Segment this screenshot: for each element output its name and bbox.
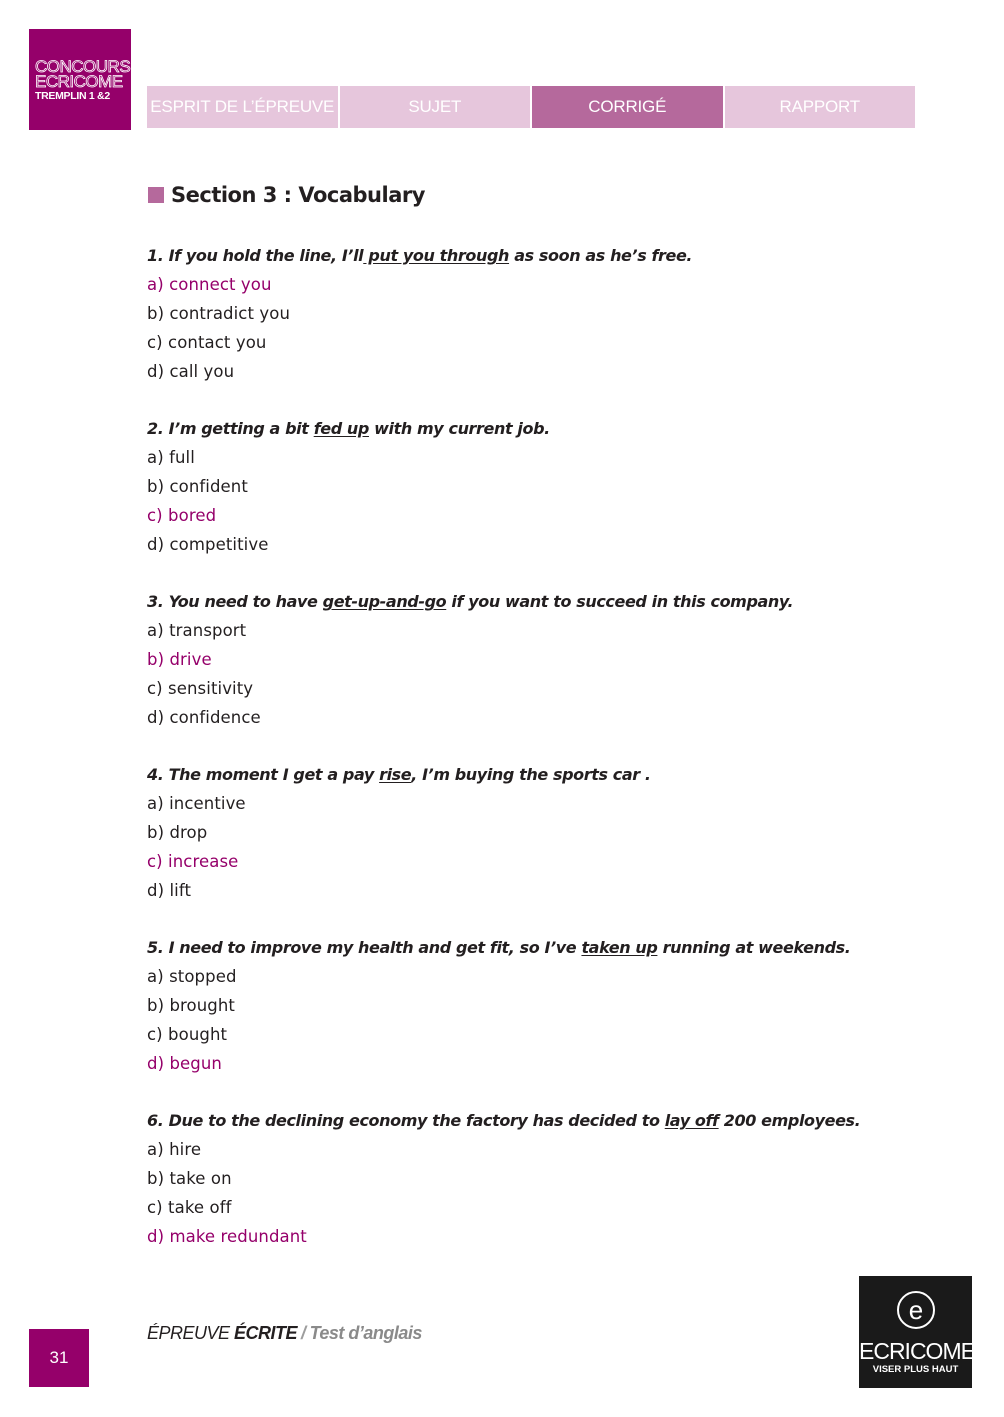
- question-block: [147, 414, 550, 559]
- question-block: [147, 241, 692, 386]
- question-prefix: 4. The moment I get a pay: [147, 765, 380, 784]
- question-suffix: with my current job.: [368, 419, 550, 438]
- question-prefix: 1. If you hold the line, I’ll: [147, 246, 364, 265]
- answer-option: d) lift: [147, 881, 192, 900]
- answer-option-correct: c) bored: [147, 506, 217, 525]
- footer-subject: Test d’anglais: [309, 1323, 422, 1343]
- question-text: [147, 414, 550, 443]
- question-key-phrase: rise: [379, 765, 412, 784]
- answer-option: b) contradict you: [147, 304, 291, 323]
- answer-option: d) confidence: [147, 708, 261, 727]
- square-bullet-icon: [148, 187, 164, 203]
- tab-esprit[interactable]: ESPRIT DE L’ÉPREUVE: [147, 86, 338, 128]
- question-key-phrase: lay off: [664, 1111, 719, 1130]
- question-key-phrase: put you through: [363, 246, 510, 265]
- brand-tagline: VISER PLUS HAUT: [872, 1364, 959, 1375]
- answer-option-correct: c) increase: [147, 852, 239, 871]
- answer-option: d) call you: [147, 362, 235, 381]
- section-title-text: Section 3 : Vocabulary: [171, 183, 425, 207]
- question-block: [147, 933, 850, 1078]
- section-heading: [148, 183, 425, 207]
- answer-option-correct: d) make redundant: [147, 1227, 307, 1246]
- question-prefix: 3. You need to have: [147, 592, 323, 611]
- answer-option-correct: d) begun: [147, 1054, 222, 1073]
- answer-option: c) contact you: [147, 333, 267, 352]
- question-suffix: as soon as he’s free.: [509, 246, 693, 265]
- answer-option: d) competitive: [147, 535, 269, 554]
- answer-option: a) stopped: [147, 967, 237, 986]
- contest-logo: [29, 29, 131, 130]
- question-block: [147, 587, 793, 732]
- question-suffix: , I’m buying the sports car .: [411, 765, 651, 784]
- footer-title: [147, 1323, 422, 1344]
- question-block: [147, 1106, 860, 1251]
- answer-option: a) full: [147, 448, 195, 467]
- answer-option: b) confident: [147, 477, 248, 496]
- logo-line-ecricome: ECRICOME: [35, 72, 123, 91]
- footer-epreuve: ÉPREUVE: [147, 1323, 235, 1343]
- tab-sujet[interactable]: SUJET: [340, 86, 531, 128]
- section-tabs: [147, 86, 915, 128]
- question-text: [147, 933, 850, 962]
- footer-slash: /: [301, 1323, 306, 1343]
- question-prefix: 2. I’m getting a bit: [147, 419, 314, 438]
- question-text: [147, 1106, 860, 1135]
- question-suffix: if you want to succeed in this company.: [446, 592, 794, 611]
- footer-ecrite: ÉCRITE: [234, 1323, 298, 1343]
- question-key-phrase: fed up: [313, 419, 369, 438]
- answer-option: b) take on: [147, 1169, 232, 1188]
- answer-option: b) drop: [147, 823, 208, 842]
- question-suffix: running at weekends.: [657, 938, 851, 957]
- answer-option-correct: b) drive: [147, 650, 212, 669]
- question-prefix: 5. I need to improve my health and get fit, so I’ve: [147, 938, 582, 957]
- answer-option: a) transport: [147, 621, 247, 640]
- answer-option: c) sensitivity: [147, 679, 254, 698]
- answer-option: a) hire: [147, 1140, 202, 1159]
- brand-name: ECRICOME: [859, 1338, 975, 1364]
- answer-option: c) bought: [147, 1025, 228, 1044]
- question-key-phrase: get-up-and-go: [322, 592, 447, 611]
- answer-option-correct: a) connect you: [147, 275, 272, 294]
- answer-option: c) take off: [147, 1198, 232, 1217]
- question-text: [147, 587, 793, 616]
- logo-line-concours: CONCOURS: [35, 57, 131, 76]
- question-key-phrase: taken up: [581, 938, 658, 957]
- answer-option: b) brought: [147, 996, 236, 1015]
- logo-line-tremplin: TREMPLIN 1 &2: [35, 90, 110, 102]
- question-suffix: 200 employees.: [718, 1111, 861, 1130]
- answer-option: a) incentive: [147, 794, 246, 813]
- tab-rapport[interactable]: RAPPORT: [725, 86, 916, 128]
- tab-corrige[interactable]: CORRIGÉ: [532, 86, 723, 128]
- ecricome-e-icon: e: [897, 1291, 935, 1329]
- question-block: [147, 760, 651, 905]
- page-number: 31: [29, 1329, 89, 1387]
- question-text: [147, 241, 692, 270]
- ecricome-brand-logo: [859, 1276, 975, 1388]
- question-text: [147, 760, 651, 789]
- question-prefix: 6. Due to the declining economy the factory has decided to: [147, 1111, 665, 1130]
